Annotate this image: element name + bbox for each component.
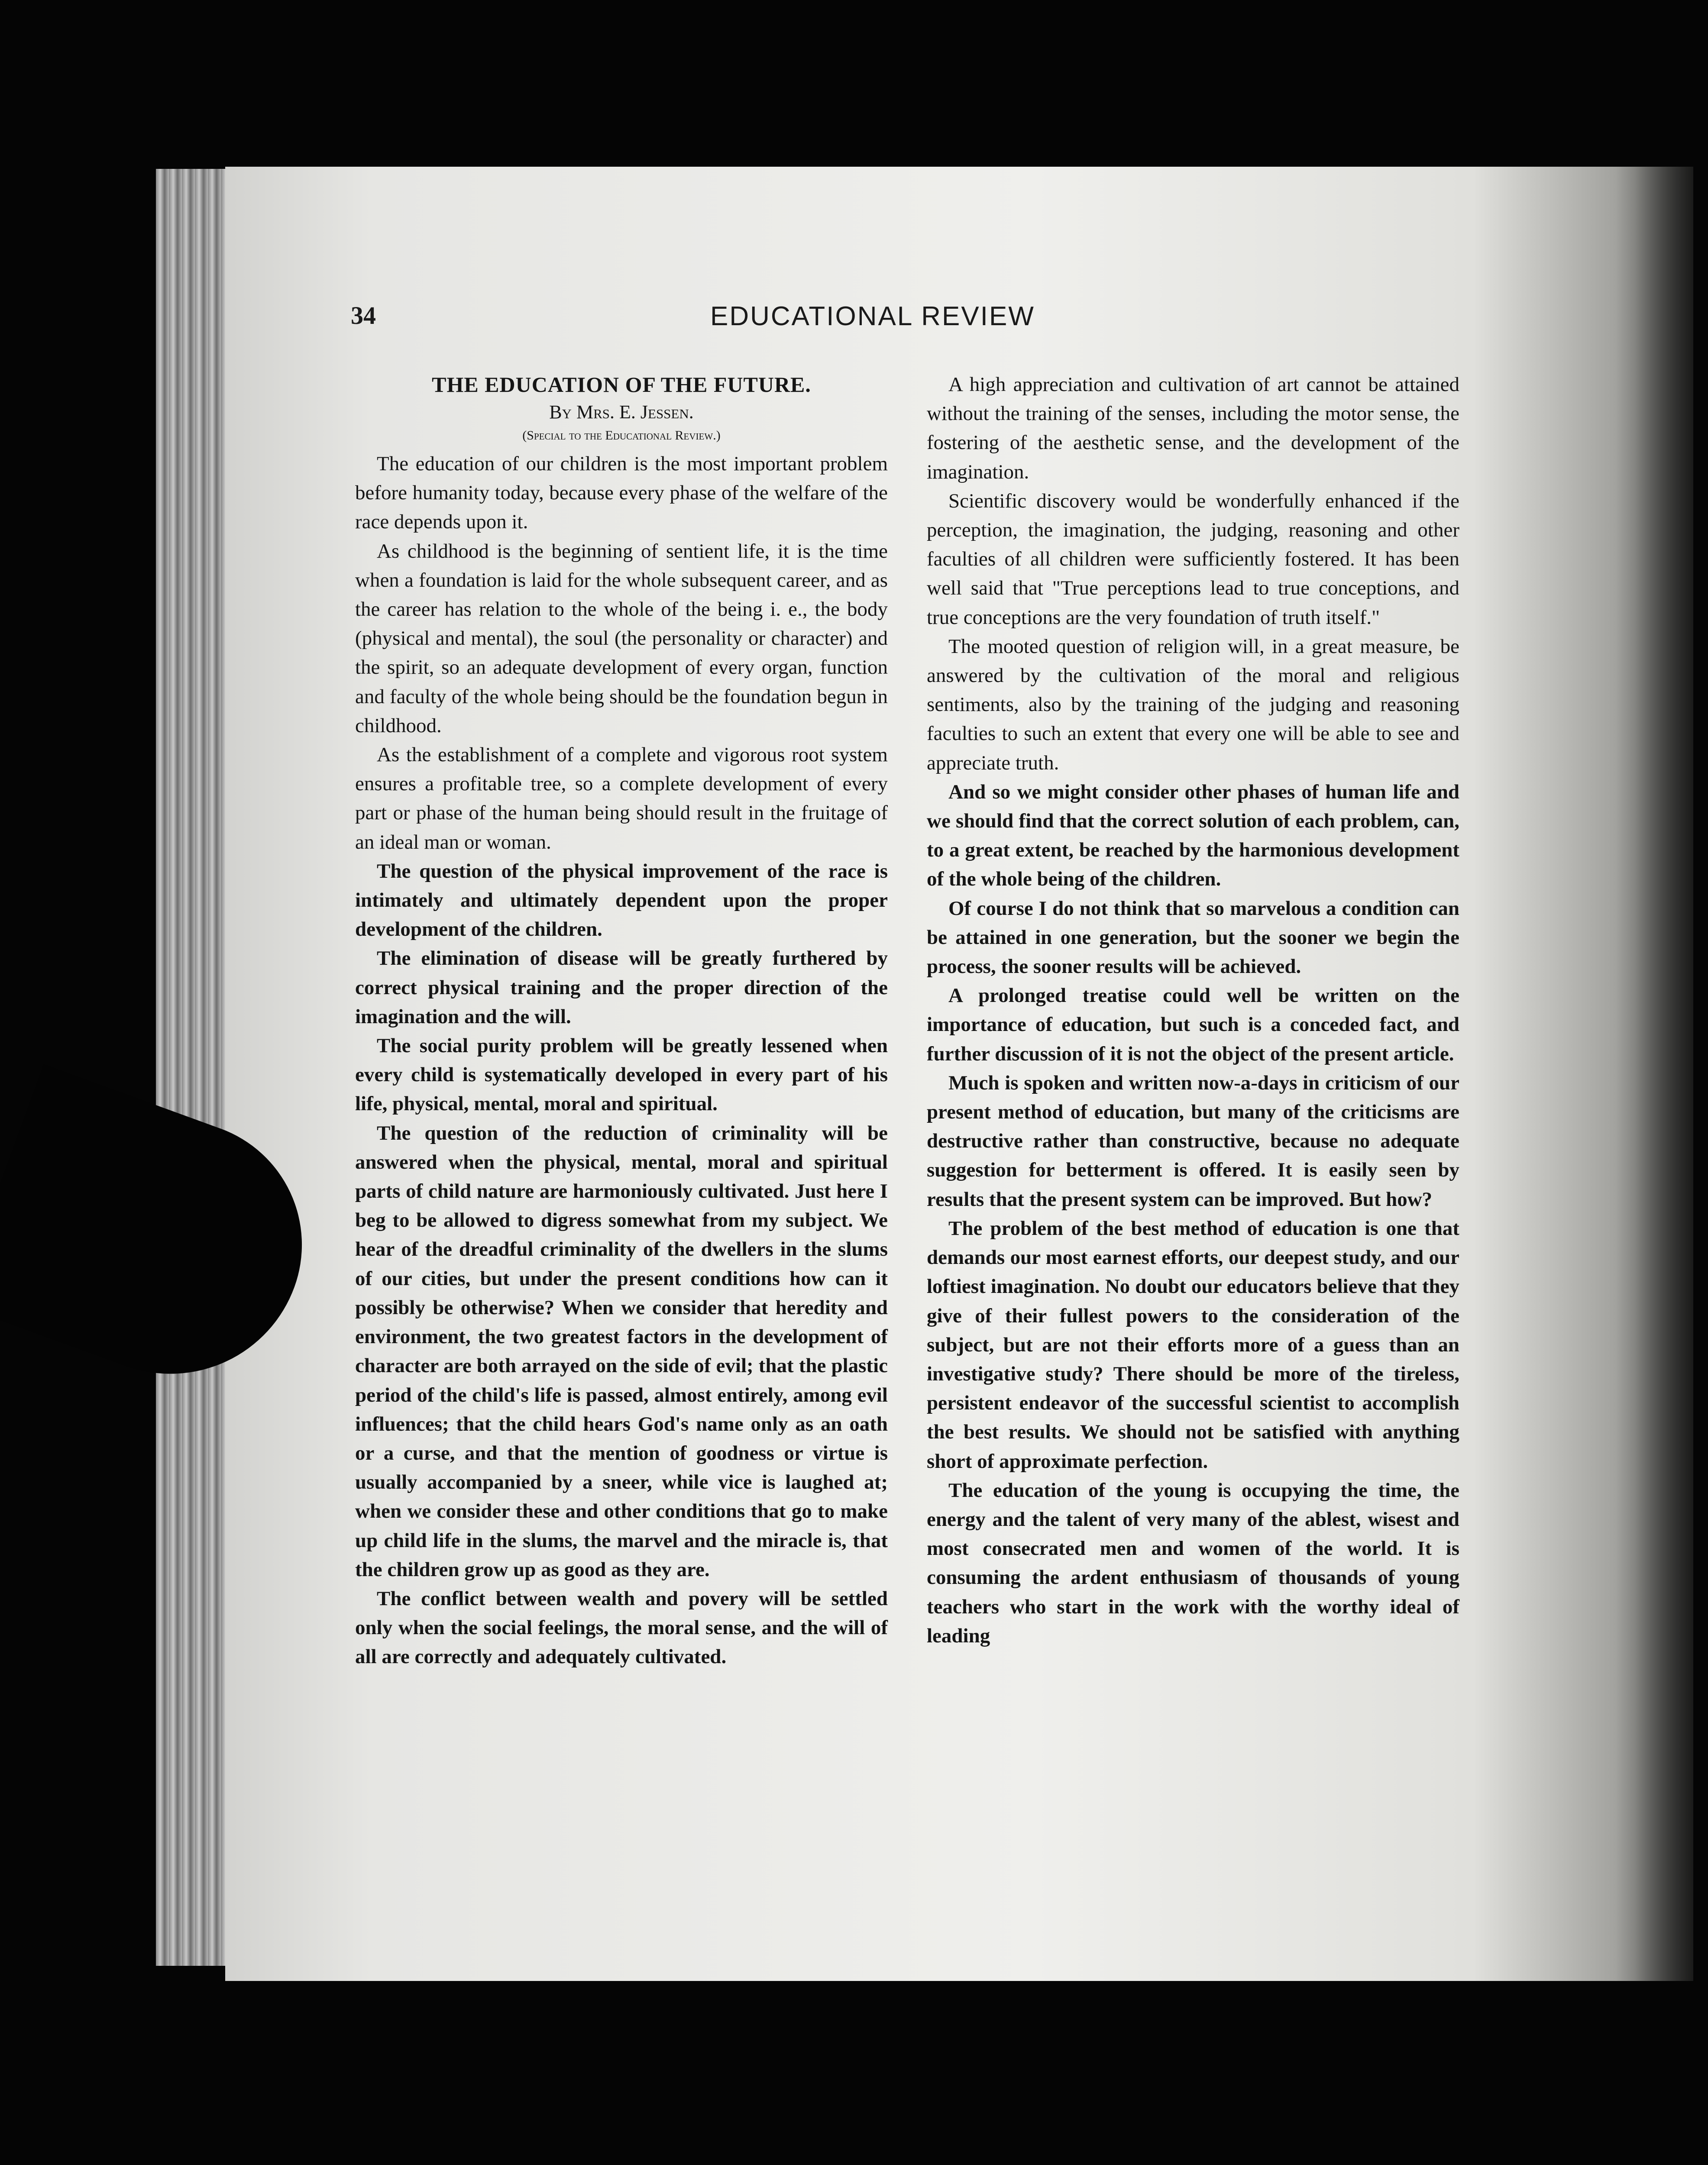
paragraph: The question of the reduction of criminality will be answered when the physical, mental, moral and spiritual parts of child nature are harmoniously cultivated. Just here I beg to be allowed to digress somewhat from my subject. We hear of the dreadful criminality of the dwellers in the slums of our cities, but under the present conditions how can it possibly be otherwise? When we consider that heredity and environment, the two greatest factors in the development of character are both arrayed on the side of evil; that the plastic period of the child's life is passed, almost entirely, among evil influences; that the child hears God's name only as an oath or a curse, and that the mention of goodness or virtue is usually accompanied by a sneer, while vice is laughed at; when we consider these and other conditions that go to make up child life in the slums, the marvel and the miracle is, that the children grow up as good as they are. <box>355 1121 888 1581</box>
paragraph: Of course I do not think that so marvelous a condition can be attained in one generation, but the sooner we begin the process, the sooner results will be achieved. <box>927 897 1459 978</box>
paragraph: A prolonged treatise could well be written on the importance of education, but such is a conceded fact, and further discussion of it is not the object of the present article. <box>927 984 1459 1065</box>
right-column <box>927 370 1459 1651</box>
paragraph: The social purity problem will be greatly lessened when every child is systematically developed in every part of his life, physical, mental, moral and spiritual. <box>355 1034 888 1115</box>
paragraph: The mooted question of religion will, in a great measure, be answered by the cultivation of the moral and religious sentiments, also by the training of the judging and reasoning faculties to such an extent that every one will be able to see and appreciate truth. <box>927 635 1459 774</box>
paragraph: And so we might consider other phases of human life and we should find that the correct solution of each problem, can, to a great extent, be reached by the harmonious development of the whole being of the children. <box>927 780 1459 891</box>
article-byline: By Mrs. E. Jessen. <box>549 401 694 423</box>
paragraph: The education of the young is occupying the time, the energy and the talent of very many of the ablest, wisest and most consecrated men and women of the world. It is consuming the ardent enthusiasm of thousands of young teachers who start in the work with the worthy ideal of leading <box>927 1479 1459 1647</box>
book-page <box>225 167 1693 1981</box>
paragraph: As the establishment of a complete and vigorous root system ensures a profitable tree, so a complete development of every part or phase of the human being should result in the fruitage of an ideal man or woman. <box>355 743 888 853</box>
journal-title: EDUCATIONAL REVIEW <box>710 301 1035 331</box>
paragraph: Much is spoken and written now-a-days in criticism of our present method of education, but many of the criticisms are destructive rather than constructive, because no adequate suggestion for betterment is offered. It is easily seen by results that the present system can be improved. But how? <box>927 1071 1459 1211</box>
binding-shadow <box>1615 167 1693 1981</box>
paragraph: The elimination of disease will be greatly furthered by correct physical training and the proper direction of the imagination and the will. <box>355 947 888 1028</box>
paragraph: The conflict between wealth and povery will be settled only when the social feelings, the moral sense, and the will of all are correctly and adequately cultivated. <box>355 1587 888 1668</box>
paragraph: As childhood is the beginning of sentient life, it is the time when a foundation is laid for the whole subsequent career, and as the career has relation to the whole of the being i. e., the body (physical and mental), the soul (the personality or character) and the spirit, so an adequate development of every organ, function and faculty of the whole being should be the foundation begun in childhood. <box>355 540 888 737</box>
paragraph: A high appreciation and cultivation of art cannot be attained without the training of the senses, including the motor sense, the fostering of the aesthetic sense, and the development of the imagination. <box>927 373 1459 483</box>
page-number: 34 <box>351 301 376 330</box>
paragraph: The education of our children is the most important problem before humanity today, because every phase of the welfare of the race depends upon it. <box>355 452 888 533</box>
paragraph: The question of the physical improvement of the race is intimately and ultimately dependent upon the proper development of the children. <box>355 860 888 941</box>
article-title: THE EDUCATION OF THE FUTURE. <box>432 372 811 397</box>
left-column <box>355 370 888 1672</box>
running-header <box>225 301 1693 336</box>
paragraph: Scientific discovery would be wonderfully enhanced if the perception, the imagination, the judging, reasoning and other faculties of all children were sufficiently fostered. It has been well said that "True perceptions lead to true conceptions, and true conceptions are the very foundation of truth itself." <box>927 489 1459 629</box>
article-note: (Special to the Educational Review.) <box>522 428 721 443</box>
paragraph: The problem of the best method of education is one that demands our most earnest efforts, our deepest study, and our loftiest imagination. No doubt our educators believe that they give of their fullest powers to the consideration of the subject, but are not their efforts more of a guess than an investigative study? There should be more of the tireless, persistent endeavor of the successful scientist to accomplish the best results. We should not be satisfied with anything short of approximate perfection. <box>927 1217 1459 1473</box>
